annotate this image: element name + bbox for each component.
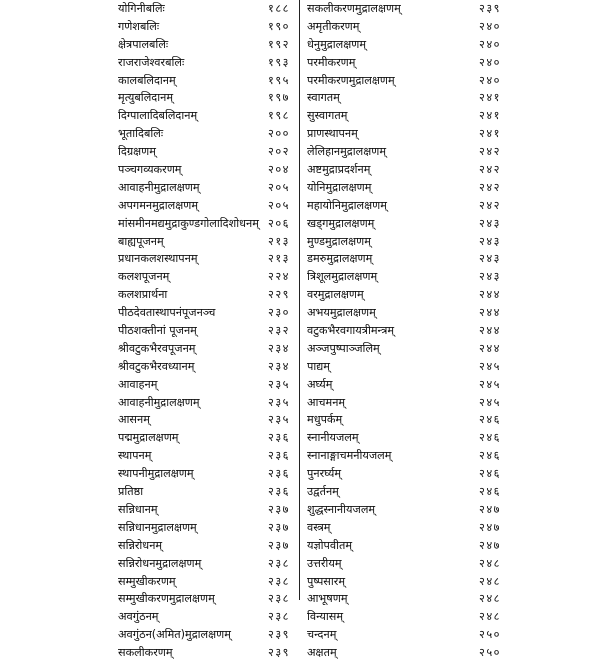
entry-page-number: २४२	[479, 198, 501, 212]
entry-page-number: २४६	[479, 413, 501, 427]
entry-title: अक्षतम्	[307, 646, 337, 660]
entry-page-number: २४२	[479, 163, 501, 177]
entry-title: श्रीवटुकभैरवपूजनम्	[118, 341, 196, 355]
entry-title: आचमनम्	[307, 395, 346, 409]
entry-page-number: २४३	[479, 270, 501, 284]
index-entry	[0, 54, 300, 72]
index-entry	[0, 447, 300, 465]
entry-title: मुण्डमुद्रालक्षणम्	[307, 234, 371, 248]
index-entry	[0, 179, 300, 197]
entry-page-number: २४८	[479, 574, 501, 588]
entry-page-number: २४१	[479, 127, 501, 141]
entry-title: योनिमुद्रालक्षणम्	[307, 180, 372, 194]
entry-title: पीठशक्तीनां पूजनम्	[118, 324, 197, 338]
index-entry	[301, 233, 600, 251]
index-entry	[0, 465, 300, 483]
index-entry	[0, 411, 300, 429]
entry-title: अवगुंठनम्	[118, 610, 159, 624]
entry-page-number: २३५	[268, 413, 290, 427]
index-entry	[301, 394, 600, 412]
column-divider	[299, 0, 300, 600]
entry-page-number: १८८	[268, 2, 290, 15]
entry-page-number: २३८	[268, 556, 290, 570]
entry-title: आवाहनम्	[118, 377, 158, 391]
entry-page-number: २४६	[479, 431, 501, 445]
entry-title: लेलिहानमुद्रालक्षणम्	[307, 145, 387, 159]
entry-title: सुस्वागतम्	[307, 109, 348, 123]
index-entry	[301, 626, 600, 644]
entry-page-number: २३४	[268, 359, 290, 373]
entry-page-number: २३९	[479, 2, 501, 15]
entry-page-number: २५०	[479, 628, 501, 642]
entry-page-number: १९०	[268, 19, 290, 33]
entry-title: राजराजेश्वरबलिः	[118, 55, 185, 69]
entry-page-number: २३७	[268, 502, 290, 516]
entry-title: उत्तरीयम्	[307, 556, 342, 570]
index-entry	[0, 376, 300, 394]
entry-page-number: २३८	[268, 610, 290, 624]
index-entry	[301, 644, 600, 662]
index-entry	[0, 501, 300, 519]
entry-page-number: २४२	[479, 180, 501, 194]
index-entry	[301, 268, 600, 286]
entry-page-number: १९२	[268, 37, 290, 51]
entry-page-number: २३६	[268, 485, 290, 499]
index-entry	[301, 573, 600, 591]
index-entry	[0, 519, 300, 537]
entry-title: गणेशबलिः	[118, 19, 160, 33]
entry-title: कालबलिदानम्	[118, 73, 176, 87]
entry-page-number: २३५	[268, 377, 290, 391]
entry-title: आभूषणम्	[307, 592, 348, 606]
entry-page-number: २३६	[268, 449, 290, 463]
entry-page-number: २४४	[479, 341, 501, 355]
entry-title: स्थापनीमुद्रालक्षणम्	[118, 467, 194, 481]
entry-page-number: २४०	[479, 37, 501, 51]
entry-page-number: २३४	[268, 341, 290, 355]
entry-title: यज्ञोपवीतम्	[307, 538, 353, 552]
entry-page-number: २३९	[268, 628, 290, 642]
index-entry	[0, 18, 300, 36]
index-entry	[301, 465, 600, 483]
entry-page-number: २३५	[268, 395, 290, 409]
index-entry	[0, 358, 300, 376]
entry-title: बाह्यपूजनम्	[118, 234, 164, 248]
entry-title: आसनम्	[118, 413, 150, 427]
index-entry	[301, 519, 600, 537]
entry-title: त्रिशूलमुद्रालक्षणम्	[307, 270, 378, 284]
entry-title: कलशप्रार्थना	[118, 288, 168, 302]
entry-title: परमीकरणमुद्रालक्षणम्	[307, 73, 395, 87]
entry-title: महायोनिमुद्रालक्षणम्	[307, 198, 387, 212]
index-entry	[0, 429, 300, 447]
entry-title: पुनरर्घ्यम्	[307, 467, 342, 481]
index-entry	[0, 340, 300, 358]
index-entry	[0, 483, 300, 501]
index-entry	[301, 537, 600, 555]
entry-page-number: २४५	[479, 395, 501, 409]
entry-page-number: १९७	[268, 91, 290, 105]
entry-title: सम्मुखीकरणमुद्रालक्षणम्	[118, 592, 215, 606]
entry-page-number: २३७	[268, 538, 290, 552]
index-entry	[301, 501, 600, 519]
index-entry	[0, 72, 300, 90]
index-entry	[0, 36, 300, 54]
index-entry	[0, 0, 300, 18]
entry-page-number: २४४	[479, 306, 501, 320]
index-entry	[301, 447, 600, 465]
entry-title: आवाहनीमुद्रालक्षणम्	[118, 180, 200, 194]
index-entry	[0, 89, 300, 107]
index-entry	[301, 125, 600, 143]
entry-title: खड्गमुद्रालक्षणम्	[307, 216, 375, 230]
entry-title: सकलीकरणम्	[118, 646, 173, 660]
index-entry	[0, 250, 300, 268]
entry-page-number: २४६	[479, 449, 501, 463]
entry-page-number: २३८	[268, 574, 290, 588]
index-entry	[301, 107, 600, 125]
entry-title: मृत्युबलिदानम्	[118, 91, 174, 105]
index-entry	[0, 125, 300, 143]
entry-title: वरमुद्रालक्षणम्	[307, 288, 364, 302]
entry-title: पाद्यम्	[307, 359, 330, 373]
index-entry	[301, 36, 600, 54]
entry-title: स्थापनम्	[118, 449, 152, 463]
index-entry	[0, 537, 300, 555]
entry-title: उद्वर्तनम्	[307, 485, 339, 499]
entry-page-number: २२४	[268, 270, 290, 284]
index-entry	[0, 322, 300, 340]
index-entry	[301, 215, 600, 233]
index-entry	[0, 286, 300, 304]
index-entry	[0, 590, 300, 608]
entry-page-number: २०४	[268, 163, 290, 177]
index-entry	[0, 644, 300, 662]
entry-page-number: २३८	[268, 592, 290, 606]
entry-page-number: २०२	[268, 145, 290, 159]
index-entry	[0, 608, 300, 626]
entry-page-number: २१३	[268, 252, 290, 266]
entry-page-number: २४०	[479, 73, 501, 87]
entry-title: स्वागतम्	[307, 91, 340, 105]
entry-page-number: १९५	[268, 73, 290, 87]
entry-title: स्नानीयजलम्	[307, 431, 359, 445]
index-entry	[0, 107, 300, 125]
entry-title: भूतादिबलिः	[118, 127, 164, 141]
entry-title: परमीकरणम्	[307, 55, 356, 69]
entry-title: वटुकभैरवगायत्रीमन्त्रम्	[307, 324, 395, 338]
entry-title: प्रतिष्ठा	[118, 485, 144, 499]
entry-page-number: २४६	[479, 467, 501, 481]
index-entry	[301, 590, 600, 608]
entry-page-number: २०५	[268, 198, 290, 212]
index-entry	[301, 143, 600, 161]
entry-title: मांसमीनमद्यमुद्राकुण्डगोलादिशोधनम्	[118, 216, 259, 230]
entry-page-number: २४७	[479, 502, 501, 516]
index-entry	[0, 304, 300, 322]
right-index-column	[301, 0, 600, 662]
index-entry	[0, 268, 300, 286]
entry-title: चन्दनम्	[307, 628, 337, 642]
entry-title: पद्ममुद्रालक्षणम्	[118, 431, 179, 445]
entry-title: डमरुमुद्रालक्षणम्	[307, 252, 373, 266]
entry-page-number: २४८	[479, 610, 501, 624]
entry-page-number: २३६	[268, 431, 290, 445]
index-entry	[301, 18, 600, 36]
index-entry	[301, 376, 600, 394]
index-entry	[301, 161, 600, 179]
entry-page-number: २४३	[479, 234, 501, 248]
entry-title: सन्निधानम्	[118, 502, 158, 516]
index-entry	[0, 161, 300, 179]
entry-page-number: २४८	[479, 592, 501, 606]
index-entry	[301, 429, 600, 447]
index-entry	[301, 340, 600, 358]
index-entry	[0, 143, 300, 161]
index-entry	[301, 72, 600, 90]
index-entry	[301, 179, 600, 197]
entry-title: विन्यासम्	[307, 610, 344, 624]
index-entry	[0, 626, 300, 644]
index-entry	[301, 411, 600, 429]
entry-page-number: २४६	[479, 485, 501, 499]
index-entry	[0, 394, 300, 412]
index-entry	[0, 197, 300, 215]
entry-page-number: २४०	[479, 55, 501, 69]
entry-page-number: २३२	[268, 324, 290, 338]
entry-title: वस्त्रम्	[307, 520, 331, 534]
entry-title: शुद्धस्नानीयजलम्	[307, 502, 376, 516]
index-entry	[0, 215, 300, 233]
entry-title: अञ्जपुष्पाञ्जलिम्	[307, 341, 380, 355]
entry-title: अमृतीकरणम्	[307, 19, 360, 33]
entry-title: प्रधानकलशस्थापनम्	[118, 252, 198, 266]
entry-page-number: २४१	[479, 109, 501, 123]
entry-page-number: २३०	[268, 306, 290, 320]
entry-title: दिग्पालादिबलिदानम्	[118, 109, 198, 123]
index-entry	[301, 54, 600, 72]
entry-page-number: २५०	[479, 646, 501, 660]
entry-title: पुष्पसारम्	[307, 574, 346, 588]
entry-title: पञ्चगव्यकरणम्	[118, 163, 182, 177]
entry-title: पीठदेवतास्थापनंपूजनञ्च	[118, 306, 216, 320]
entry-page-number: २१३	[268, 234, 290, 248]
entry-title: क्षेत्रपालबलिः	[118, 37, 169, 51]
index-entry	[301, 358, 600, 376]
entry-page-number: २४४	[479, 288, 501, 302]
entry-page-number: २४७	[479, 538, 501, 552]
index-entry	[301, 250, 600, 268]
entry-page-number: २४४	[479, 324, 501, 338]
index-entry	[301, 322, 600, 340]
entry-title: प्राणस्थापनम्	[307, 127, 358, 141]
index-entry	[301, 197, 600, 215]
index-entry	[301, 0, 600, 18]
index-entry	[301, 286, 600, 304]
entry-title: कलशपूजनम्	[118, 270, 170, 284]
entry-title: धेनुमुद्रालक्षणम्	[307, 37, 367, 51]
entry-title: अपगमनमुद्रालक्षणम्	[118, 198, 199, 212]
entry-page-number: २३९	[268, 646, 290, 660]
entry-page-number: २२९	[268, 288, 290, 302]
index-entry	[0, 233, 300, 251]
entry-page-number: २४२	[479, 145, 501, 159]
entry-title: सन्निरोधनमुद्रालक्षणम्	[118, 556, 202, 570]
entry-page-number: २४१	[479, 91, 501, 105]
entry-page-number: २४७	[479, 520, 501, 534]
index-entry	[301, 555, 600, 573]
index-entry	[0, 555, 300, 573]
index-entry	[301, 483, 600, 501]
entry-page-number: २०६	[268, 216, 290, 230]
entry-title: योगिनीबलिः	[118, 2, 165, 15]
entry-page-number: २४०	[479, 19, 501, 33]
entry-page-number: २०५	[268, 180, 290, 194]
index-entry	[0, 573, 300, 591]
entry-title: दिग्रक्षणम्	[118, 145, 156, 159]
entry-title: स्नानाङ्गाचमनीयजलम्	[307, 449, 392, 463]
entry-page-number: २४५	[479, 359, 501, 373]
entry-page-number: १९८	[268, 109, 290, 123]
index-entry	[301, 304, 600, 322]
entry-title: श्रीवटुकभैरवध्यानम्	[118, 359, 195, 373]
entry-title: सन्निरोधनम्	[118, 538, 163, 552]
entry-title: सन्निधानमुद्रालक्षणम्	[118, 520, 197, 534]
index-entry	[301, 608, 600, 626]
entry-page-number: २४३	[479, 216, 501, 230]
entry-title: मधुपर्कम्	[307, 413, 343, 427]
entry-page-number: २३७	[268, 520, 290, 534]
entry-title: सम्मुखीकरणम्	[118, 574, 176, 588]
entry-page-number: २३६	[268, 467, 290, 481]
entry-page-number: २००	[268, 127, 290, 141]
entry-page-number: २४३	[479, 252, 501, 266]
entry-title: आवाहनीमुद्रालक्षणम्	[118, 395, 200, 409]
entry-title: अवगुंठन(अमित)मुद्रालक्षणम्	[118, 628, 231, 642]
entry-page-number: १९३	[268, 55, 290, 69]
entry-title: अभयमुद्रालक्षणम्	[307, 306, 376, 320]
entry-title: अष्टमुद्राप्रदर्शनम्	[307, 163, 371, 177]
entry-title: सकलीकरणमुद्रालक्षणम्	[307, 2, 401, 15]
index-entry	[301, 89, 600, 107]
entry-title: अर्घ्यम्	[307, 377, 333, 391]
entry-page-number: २४८	[479, 556, 501, 570]
entry-page-number: २४५	[479, 377, 501, 391]
